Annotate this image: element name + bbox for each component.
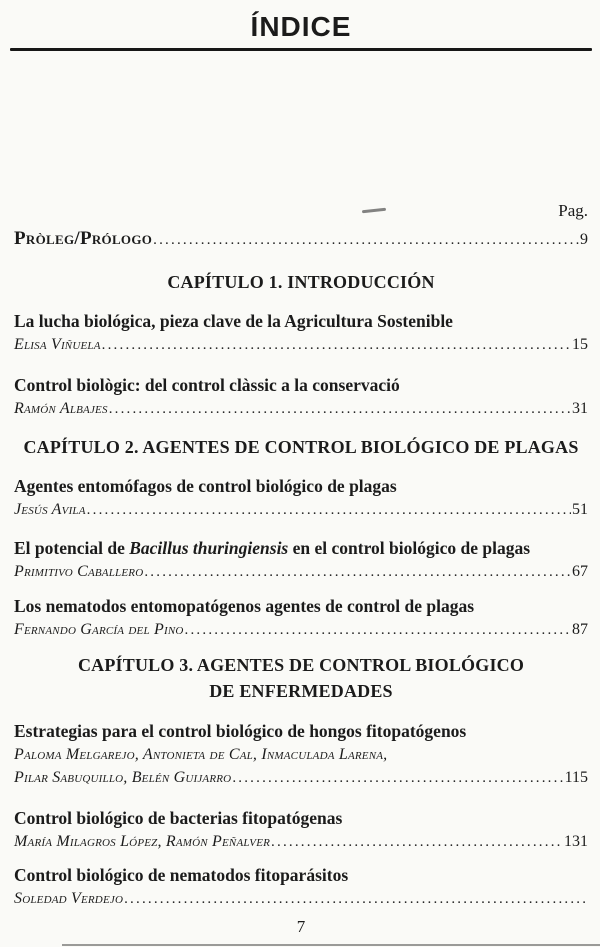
- toc-entry: [14, 474, 588, 521]
- entry-authors: Fernando García del Pino: [14, 621, 184, 638]
- column-header-pag: Pag.: [558, 201, 588, 220]
- page-number: 51: [572, 501, 588, 518]
- entry-title-species: Bacillus thuringiensis: [129, 538, 289, 558]
- chapter-heading-line1: CAPÍTULO 3. AGENTES DE CONTROL BIOLÓGICO: [77, 655, 525, 675]
- toc-entry: [14, 373, 588, 420]
- toc-entry: [14, 594, 588, 641]
- toc-entry: [14, 309, 588, 356]
- toc-entry: [14, 719, 588, 789]
- entry-title-text: El potencial de: [14, 538, 130, 558]
- page-number: 31: [572, 400, 588, 417]
- entry-authors-line1: Paloma Melgarejo, Antonieta de Cal, Inmaculada Larena,: [14, 746, 388, 763]
- chapter-heading-1: [14, 269, 588, 295]
- dot-leader: [102, 336, 571, 354]
- entry-authors: Jesús Avila: [14, 501, 86, 518]
- dot-leader: [87, 501, 571, 519]
- chapter-heading-3: [14, 652, 588, 704]
- entry-authors: Primitivo Caballero: [14, 563, 144, 580]
- dot-leader: [124, 890, 587, 908]
- page-number: 115: [564, 769, 588, 786]
- toc-entry: [14, 806, 588, 853]
- chapter-heading-2: [14, 434, 588, 460]
- top-rule: [10, 48, 592, 51]
- entry-authors-line2: Pilar Sabuquillo, Belén Guijarro: [14, 769, 232, 786]
- entry-title: Control biològic: del control clàssic a la conservació: [14, 375, 400, 395]
- entry-title: La lucha biológica, pieza clave de la Agricultura Sostenible: [14, 311, 453, 331]
- chapter-heading-line1: CAPÍTULO 2. AGENTES DE CONTROL BIOLÓGICO DE PLAGAS: [23, 437, 579, 457]
- page-number: 67: [572, 563, 588, 580]
- entry-title: [14, 536, 588, 560]
- prolog-label: Pròleg/Prólogo: [14, 228, 153, 249]
- entry-authors: Ramón Albajes: [14, 400, 108, 417]
- page-number: 131: [564, 833, 588, 850]
- prolog-entry: [14, 226, 588, 250]
- entry-title: Agentes entomófagos de control biológico de plagas: [14, 476, 397, 496]
- dot-leader: [144, 563, 571, 581]
- entry-title-text: en el control biológico de plagas: [288, 538, 531, 558]
- page-title: ÍNDICE: [250, 11, 352, 42]
- bottom-rule: [62, 944, 600, 946]
- footer-page-number: 7: [296, 917, 306, 936]
- page-number: 87: [572, 621, 588, 638]
- dot-leader: [109, 400, 571, 418]
- dot-leader: [271, 833, 563, 851]
- toc-entry: [14, 863, 588, 910]
- dot-leader: [153, 231, 579, 249]
- entry-title: Control biológico de nematodos fitoparásitos: [14, 865, 349, 885]
- entry-title: Control biológico de bacterias fitopatógenas: [14, 808, 343, 828]
- chapter-heading-line1: CAPÍTULO 1. INTRODUCCIÓN: [167, 272, 435, 292]
- entry-authors: Soledad Verdejo: [14, 890, 124, 907]
- entry-title: Los nematodos entomopatógenos agentes de control de plagas: [14, 596, 475, 616]
- page-number: 15: [572, 336, 588, 353]
- entry-authors: Elisa Viñuela: [14, 336, 101, 353]
- entry-title: Estrategias para el control biológico de hongos fitopatógenos: [14, 721, 467, 741]
- dot-leader: [185, 621, 571, 639]
- page-number: 9: [580, 231, 588, 248]
- toc-entry: [14, 536, 588, 583]
- chapter-heading-line2: DE ENFERMEDADES: [209, 681, 393, 701]
- entry-authors: María Milagros López, Ramón Peñalver: [14, 833, 271, 850]
- dot-leader: [232, 769, 563, 787]
